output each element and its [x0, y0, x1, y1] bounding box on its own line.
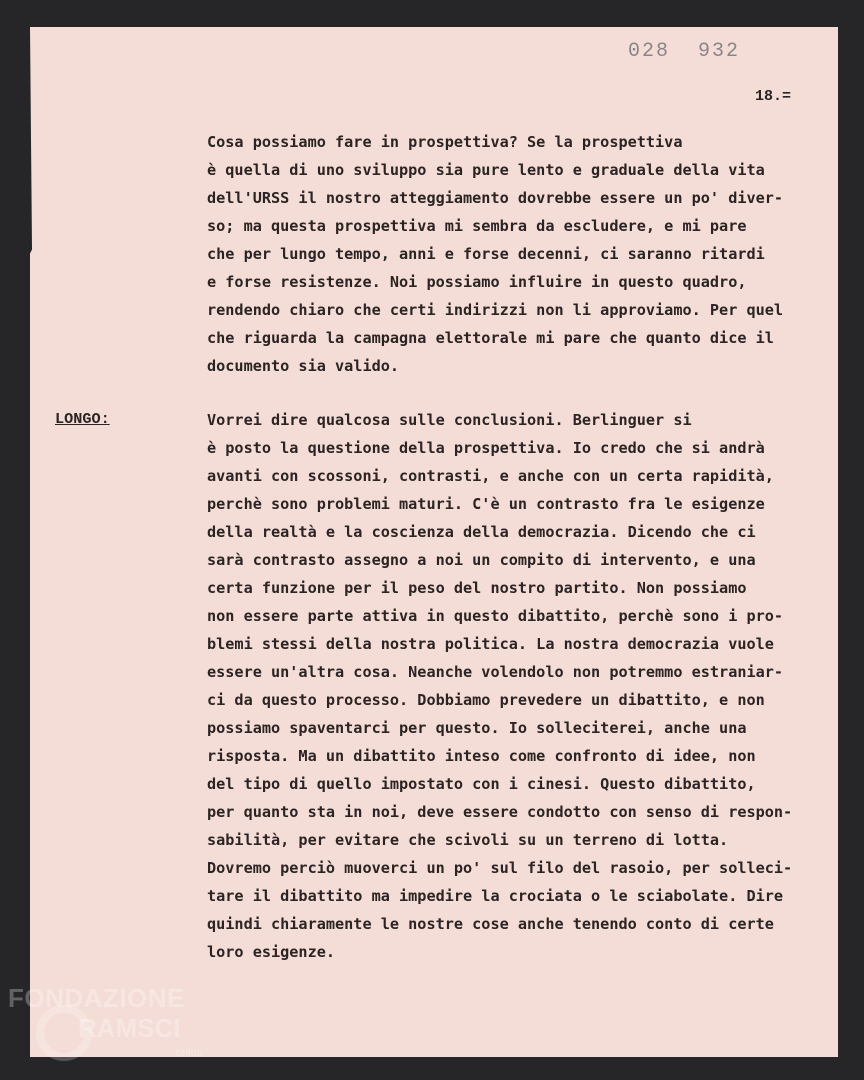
watermark-line-2: RAMSCI [78, 1013, 181, 1043]
speaker-label: LONGO: [55, 410, 110, 428]
archive-watermark [8, 983, 208, 1073]
paragraph-1: Cosa possiamo fare in prospettiva? Se la prospettiva è quella di uno sviluppo sia pure lento e graduale della vita dell'URSS il nostro atteggiamento dovrebbe essere un po' diver- so; ma questa prospettiva mi sembra da escludere, e mi pare che per lungo tempo, anni e forse decenni, ci saranno ritardi e forse resistenze. Noi possiamo influire in questo quadro, rendendo chiaro che certi indirizzi non li approviamo. Per quel che riguarda la campagna elettorale mi pare che quanto dice il documento sia valido. [207, 133, 784, 375]
page-number: 18.= [755, 88, 792, 105]
archive-number: 028 932 [628, 40, 741, 63]
watermark-line-1: FONDAZIONE [8, 983, 185, 1013]
watermark-line-3: onlus [176, 1047, 203, 1059]
paragraph-2: Vorrei dire qualcosa sulle conclusioni. Berlinguer si è posto la questione della prospettiva. Io credo che si andrà avanti con scossoni, contrasti, e anche con un certa rapidità, perchè sono problemi maturi. C'è un contrasto fra le esigenze della realtà e la coscienza della democrazia. Dicendo che ci sarà contrasto assegno a noi un compito di intervento, e una certa funzione per il peso del nostro partito. Non possiamo ​ non essere parte attiva in questo dibattito, perchè sono i pro- blemi stessi della nostra politica. La nostra democrazia vuole essere un'altra cosa. Neanche volendolo non potremmo estraniar- ci da questo processo. Dobbiamo prevedere un dibattito, e non possiamo spaventarci per questo. Io solleciterei, anche una risposta. Ma un dibattito inteso come confronto di idee, non del tipo di quello impostato con i cinesi. Questo dibattito, per quanto sta in noi, deve essere condotto con senso di respon- sabilità, per evitare che scivoli su un terreno di lotta. Dovremo perciò muoverci un po' sul filo del rasoio, per solleci- tare il dibattito ma impedire la crociata o le sciabolate. Dire quindi chiaramente le nostre cose anche tenendo conto di certe loro esigenze. [207, 411, 793, 961]
